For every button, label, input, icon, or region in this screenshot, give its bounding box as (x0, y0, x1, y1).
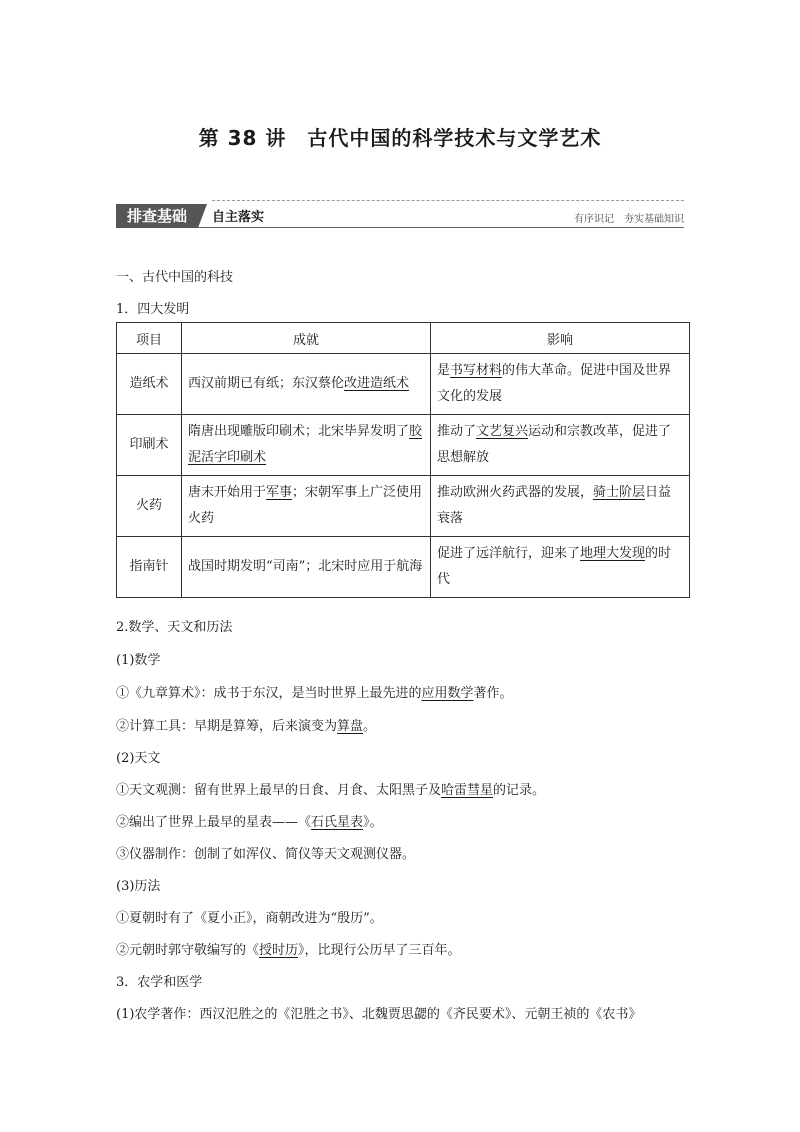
achievement-cell (182, 476, 431, 537)
text-segment: 的伟大革命。促进中国及世界文化的发展 (437, 363, 672, 404)
text-segment: ②编出了世界上最早的星表——《 (116, 815, 312, 830)
key-term: 军事 (266, 485, 293, 500)
text-segment: 是 (437, 363, 451, 378)
section-banner (116, 196, 684, 230)
text-segment: 2.数学、天文和历法 (116, 620, 233, 635)
text-segment: 著作。 (473, 686, 513, 701)
text-segment: 的记录。 (493, 783, 546, 798)
table-row (117, 476, 690, 537)
text-segment: ②元朝时郭守敬编写的《 (116, 943, 260, 958)
key-term: 石氏星表 (311, 815, 364, 830)
banner-tag: 排查基础 (116, 204, 198, 228)
table-header-row (117, 323, 690, 354)
text-segment: ②计算工具：早期是算筹，后来演变为 (116, 719, 338, 734)
text-segment: 促进了远洋航行，迎来了 (437, 546, 581, 561)
table-header-cell: 影响 (431, 323, 690, 354)
invention-name: 印刷术 (117, 415, 182, 476)
text-line (116, 715, 376, 734)
table-header-cell: 成就 (182, 323, 431, 354)
text-segment: ①《九章算术》：成书于东汉，是当时世界上最先进的 (116, 686, 422, 701)
impact-cell (431, 354, 690, 415)
banner-subtitle: 自主落实 (212, 210, 265, 225)
text-segment: 的时代 (437, 546, 672, 587)
section-heading: 一、古代中国的科技 (116, 270, 234, 285)
text-line (116, 682, 513, 701)
text-line (116, 616, 232, 635)
text-segment: 隋唐出现雕版印刷术；北宋毕昇发明了 (188, 424, 410, 439)
text-segment: 》，比现行公历早了三百年。 (298, 943, 461, 958)
achievement-cell (182, 354, 431, 415)
text-segment: 战国时期发明“司南”；北宋时应用于航海 (188, 559, 423, 574)
text-line (116, 649, 160, 668)
text-line (116, 843, 415, 862)
text-segment: ①天文观测：留有世界上最早的日食、月食、太阳黑子及 (116, 783, 442, 798)
text-line (116, 875, 160, 894)
invention-name: 指南针 (117, 537, 182, 598)
text-segment: ①夏朝时有了《夏小正》，商朝改进为“殷历”。 (116, 911, 383, 926)
text-segment: ；宋朝军事上广泛使用火药 (188, 485, 423, 526)
text-segment: 。 (363, 719, 377, 734)
achievement-cell (182, 415, 431, 476)
banner-right-note: 有序识记 夯实基础知识 (574, 214, 684, 225)
impact-cell (431, 476, 690, 537)
text-line (116, 747, 160, 766)
text-segment: 唐末开始用于 (188, 485, 267, 500)
table-row (117, 415, 690, 476)
key-term: 算盘 (337, 719, 364, 734)
text-segment: 推动欧洲火药武器的发展， (437, 485, 594, 500)
key-term: 骑士阶层 (593, 485, 646, 500)
impact-cell (431, 537, 690, 598)
text-segment: (3)历法 (116, 879, 161, 894)
invention-name: 造纸术 (117, 354, 182, 415)
table-header-cell: 项目 (117, 323, 182, 354)
key-term: 授时历 (259, 943, 299, 958)
invention-name: 火药 (117, 476, 182, 537)
text-segment: ③仪器制作：创制了如浑仪、简仪等天文观测仪器。 (116, 847, 416, 862)
key-term: 书写材料 (450, 363, 503, 378)
text-segment: (2)天文 (116, 751, 161, 766)
key-term: 文艺复兴 (476, 424, 529, 439)
text-segment: 运动和宗教改革，促进了思想解放 (437, 424, 672, 465)
text-line (116, 1003, 641, 1022)
text-segment: 》。 (363, 815, 383, 830)
text-segment: (1)数学 (116, 653, 161, 668)
table-row (117, 354, 690, 415)
key-term: 胶泥活字印刷术 (188, 424, 423, 465)
banner-dashed-line (212, 200, 684, 201)
text-line (116, 907, 383, 926)
impact-cell (431, 415, 690, 476)
page-title: 第 38 讲 古代中国的科学技术与文学艺术 (198, 126, 602, 150)
subsection-heading: 1．四大发明 (116, 302, 190, 317)
text-line (116, 779, 545, 798)
text-segment: 日益衰落 (437, 485, 672, 526)
text-segment: 推动了 (437, 424, 477, 439)
text-line (116, 811, 383, 830)
banner-underline (198, 227, 684, 228)
table-row (117, 537, 690, 598)
key-term: 改进造纸术 (344, 376, 410, 391)
key-term: 哈雷彗星 (441, 783, 494, 798)
text-segment: 3．农学和医学 (116, 975, 203, 990)
key-term: 地理大发现 (580, 546, 646, 561)
inventions-table (116, 322, 690, 598)
text-line (116, 971, 202, 990)
text-segment: (1)农学著作：西汉氾胜之的《氾胜之书》、北魏贾思勰的《齐民要术》、元朝王祯的《农书》 (116, 1007, 642, 1022)
text-segment: 西汉前期已有纸；东汉蔡伦 (188, 376, 345, 391)
key-term: 应用数学 (421, 686, 474, 701)
achievement-cell (182, 537, 431, 598)
text-line (116, 939, 461, 958)
